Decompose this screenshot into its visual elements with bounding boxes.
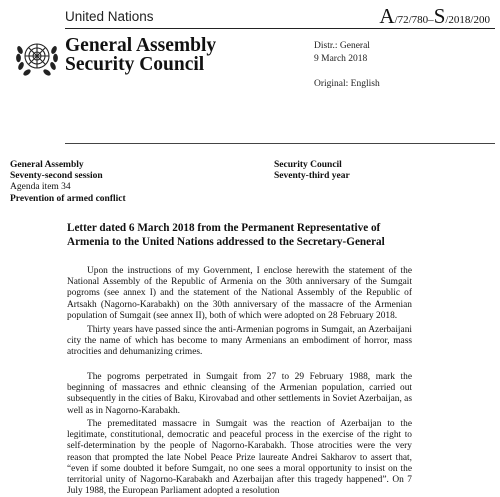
agenda-item-title: Prevention of armed conflict	[10, 193, 126, 204]
agenda-item: Agenda item 34	[10, 182, 71, 193]
session-year: Seventy-third year	[274, 171, 350, 182]
organ-title	[65, 36, 216, 74]
session-rule	[65, 143, 495, 144]
letter-paragraph: The pogroms perpetrated in Sumgait from 27 to 29 February 1988, mark the beginning of massacres and ethnic cleansing of the Armenian population, carried out subsequently in the cities of Baku, Kirovabad and other settlements in Soviet Azerbaijan, as well as in Nagorno-Karabakh.	[67, 372, 412, 416]
session-info-left	[10, 160, 126, 205]
session-organ-right: Security Council	[274, 160, 342, 170]
distribution-block	[314, 40, 380, 90]
header-rule	[65, 28, 495, 29]
session-organ: General Assembly	[10, 160, 84, 170]
distribution-date: 9 March 2018	[314, 53, 368, 64]
distribution-language: Original: English	[314, 78, 380, 89]
organ-title-line1: General Assembly	[65, 35, 217, 56]
symbol-part-a: A	[379, 4, 395, 28]
symbol-part-a-number: /72/780–	[394, 14, 434, 26]
session-info-right	[274, 160, 350, 182]
organ-title-line2: Security Council	[65, 54, 205, 75]
un-emblem-icon	[14, 34, 60, 80]
session-number: Seventy-second session	[10, 171, 103, 182]
distribution-spacer	[314, 65, 380, 78]
symbol-part-s: S	[433, 4, 446, 28]
letter-paragraph: Thirty years have passed since the anti-Armenian pogroms in Sumgait, an Azerbaijani city the name of which has become to many Armenians an embodiment of horror, mass atrocities and dehumanizing crimes.	[67, 325, 412, 358]
org-name: United Nations	[65, 9, 154, 24]
document-symbol	[379, 4, 490, 29]
letter-heading: Letter dated 6 March 2018 from the Permanent Representative of Armenia to the United Nations addressed to the Secretary-General	[67, 222, 385, 248]
symbol-part-s-number: /2018/200	[445, 14, 490, 26]
letter-paragraph: Upon the instructions of my Government, I enclose herewith the statement of the National Assembly of the Republic of Armenia on the 30th anniversary of the Sumgait pogroms (see annex I) and the statement of the National Assembly of the Republic of Artsakh (Nagorno-Karabakh) on the 30th anniversary of the massacre of the Armenian population of Sumgait (see annex II), both of which were adopted on 28 February 2018.	[67, 266, 412, 321]
distribution-status: Distr.: General	[314, 41, 370, 51]
letter-paragraph: The premeditated massacre in Sumgait was the reaction of Azerbaijan to the legitimate, constitutional, democratic and peaceful process in the exercise of the right to self-determination by the people of Nagorno-Karabakh. Those atrocities were the very reason that prompted the late Nobel Peace Prize laureate Andrei Sakharov to assert that, “even if some doubted it before Sumgait, no one sees a moral opportunity to insist on the territorial unity of Nagorno-Karabakh and Azerbaijan after this tragedy happened”. On 7 July 1988, the European Parliament adopted a resolution	[67, 419, 412, 497]
